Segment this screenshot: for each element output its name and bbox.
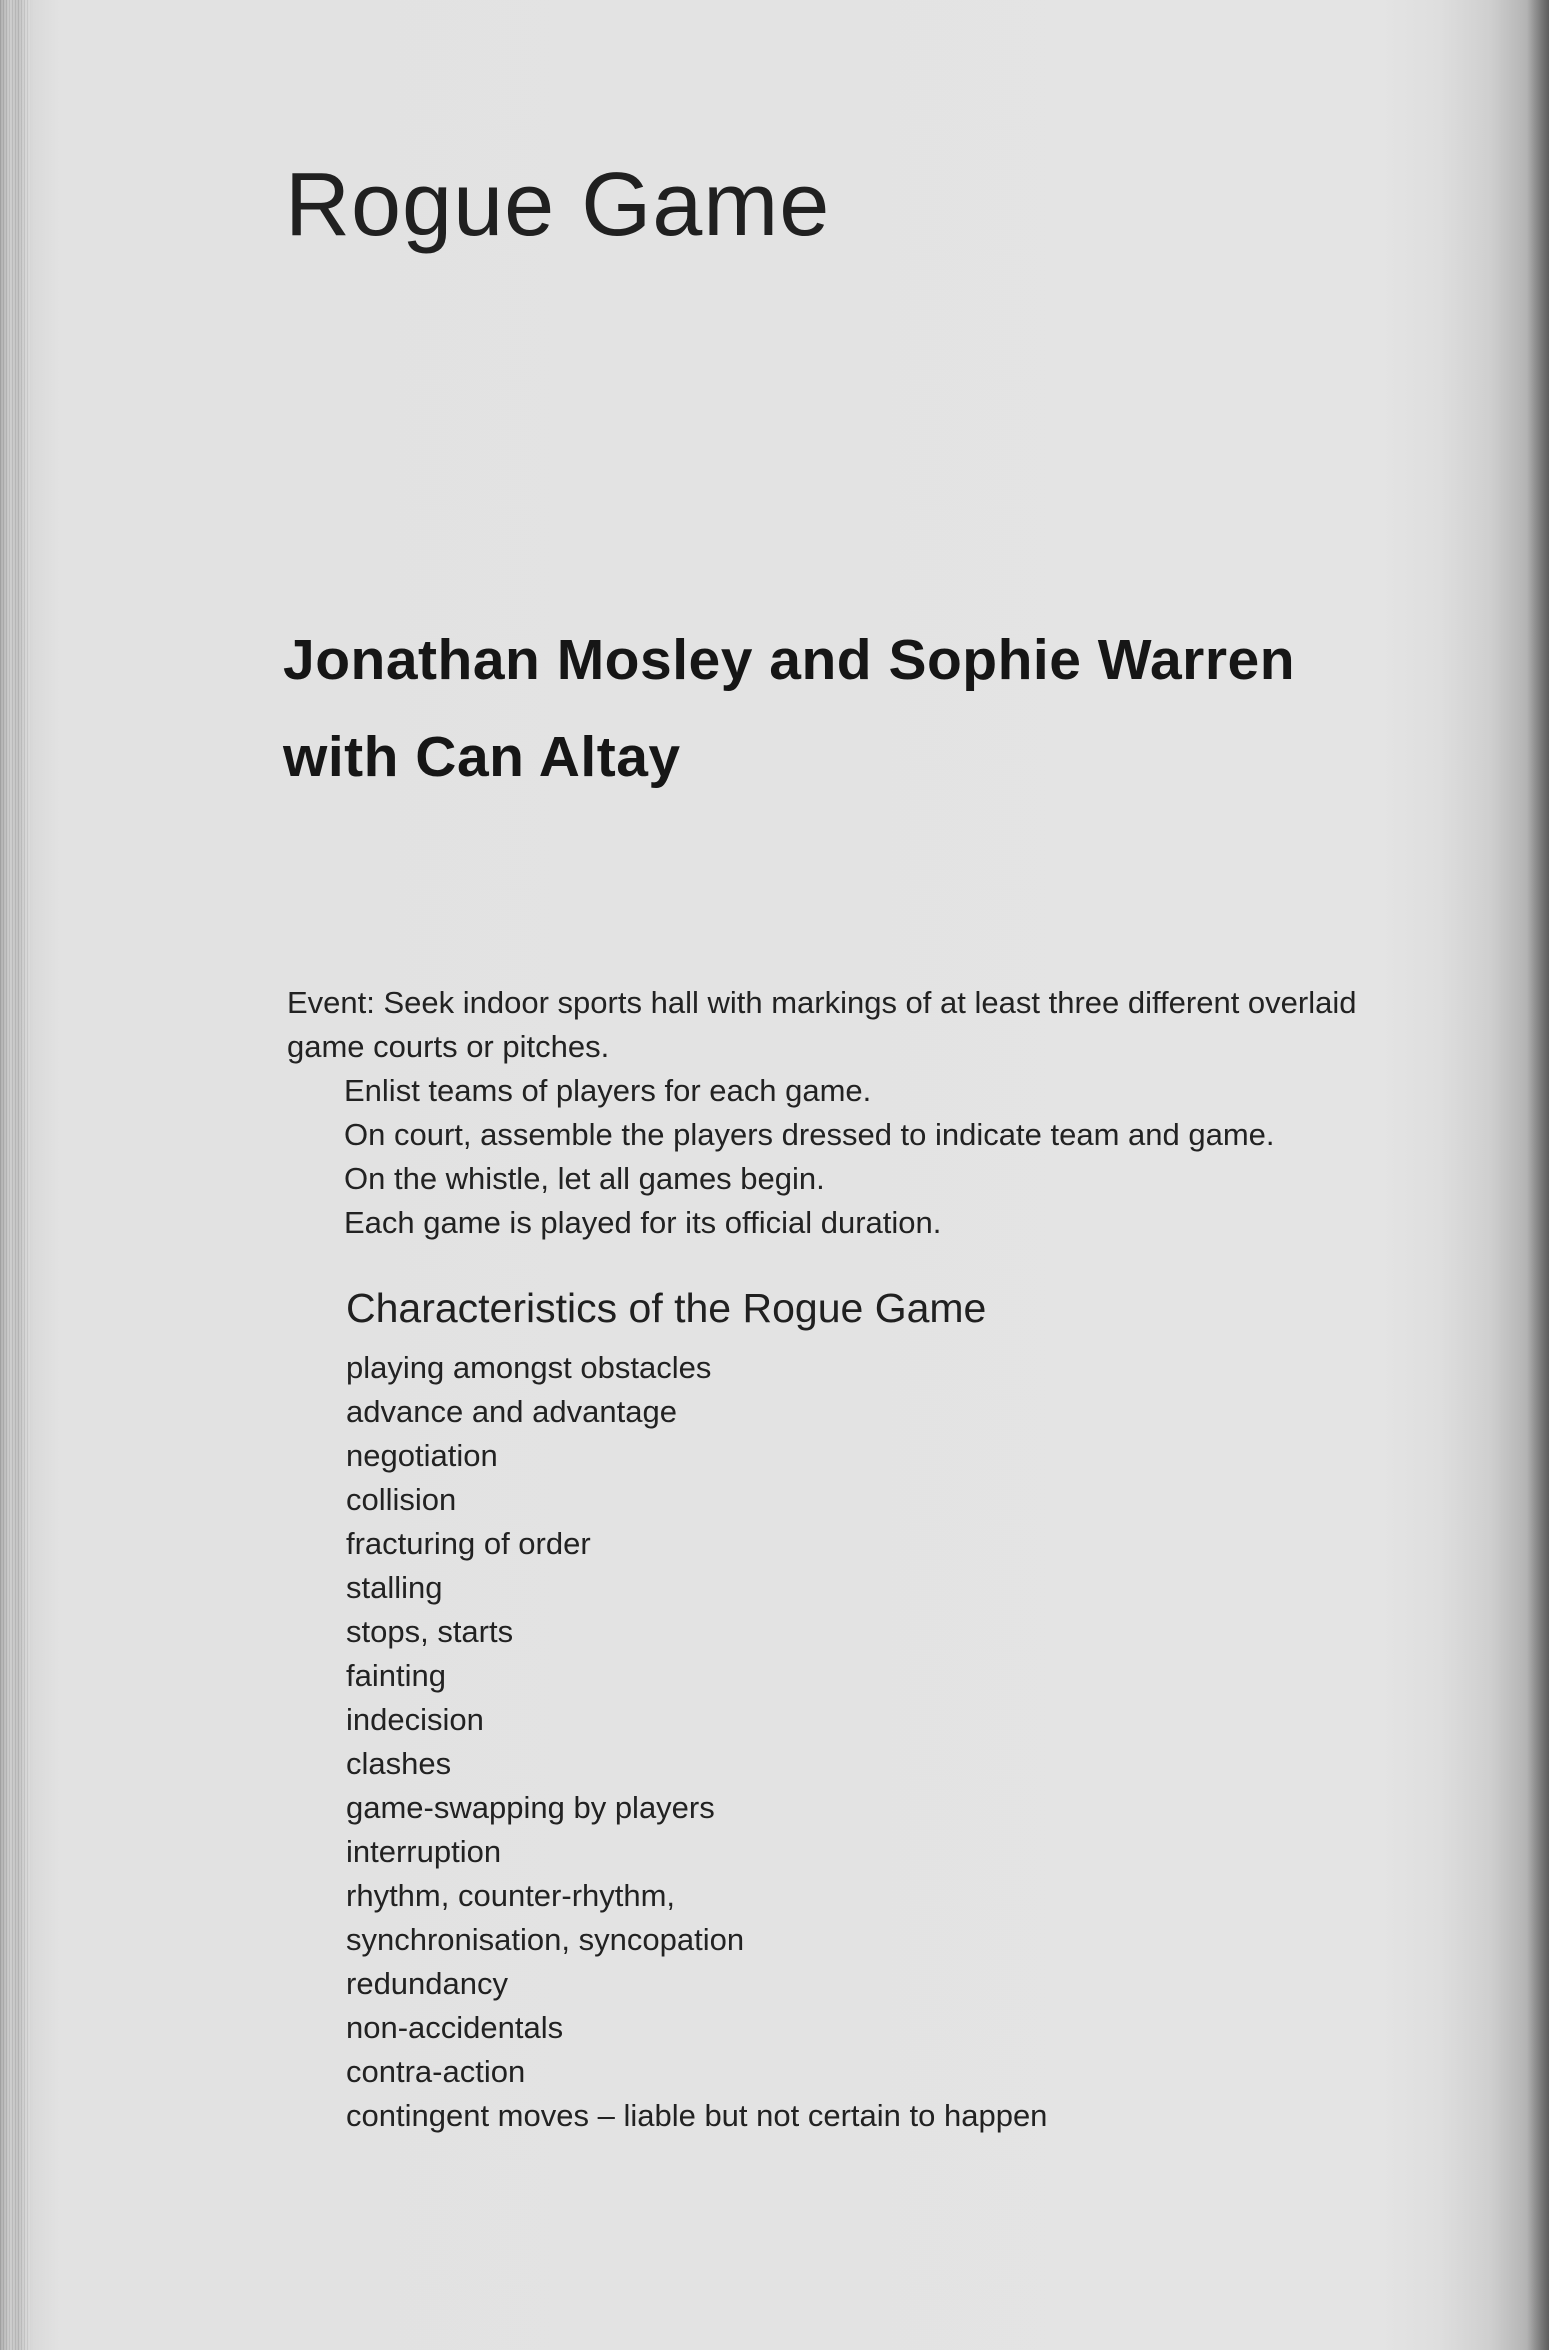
list-item: interruption [346,1834,502,1869]
authors-heading [283,612,1295,806]
list-item: synchronisation, syncopation [346,1922,745,1957]
list-item: clashes [346,1746,452,1781]
event-line: On the whistle, let all games begin. [344,1161,825,1196]
list-item: fracturing of order [346,1526,591,1561]
list-item: collision [346,1482,457,1517]
list-item: stalling [346,1570,443,1605]
authors-line-2: with Can Altay [283,725,681,789]
event-line: On court, assemble the players dressed to indicate team and game. [344,1117,1275,1152]
event-line: Each game is played for its official duration. [344,1205,942,1240]
event-line: Enlist teams of players for each game. [344,1073,872,1108]
event-line: Event: Seek indoor sports hall with markings of at least three different overlaid [287,985,1357,1020]
list-item: redundancy [346,1966,509,2001]
list-item: playing amongst obstacles [346,1350,712,1385]
event-paragraph [287,981,1487,1245]
list-item: advance and advantage [346,1394,677,1429]
characteristics-heading: Characteristics of the Rogue Game [346,1285,987,1331]
list-item: negotiation [346,1438,498,1473]
page-title: Rogue Game [285,155,831,255]
list-item: game-swapping by players [346,1790,715,1825]
list-item: indecision [346,1702,484,1737]
characteristics-list [346,1346,1047,2138]
event-line: game courts or pitches. [287,1029,610,1064]
list-item: contingent moves – liable but not certain to happen [346,2098,1048,2133]
list-item: stops, starts [346,1614,514,1649]
list-item: fainting [346,1658,446,1693]
list-item: non-accidentals [346,2010,564,2045]
list-item: rhythm, counter-rhythm, [346,1878,676,1913]
authors-line-1: Jonathan Mosley and Sophie Warren [283,628,1296,692]
list-item: contra-action [346,2054,526,2089]
